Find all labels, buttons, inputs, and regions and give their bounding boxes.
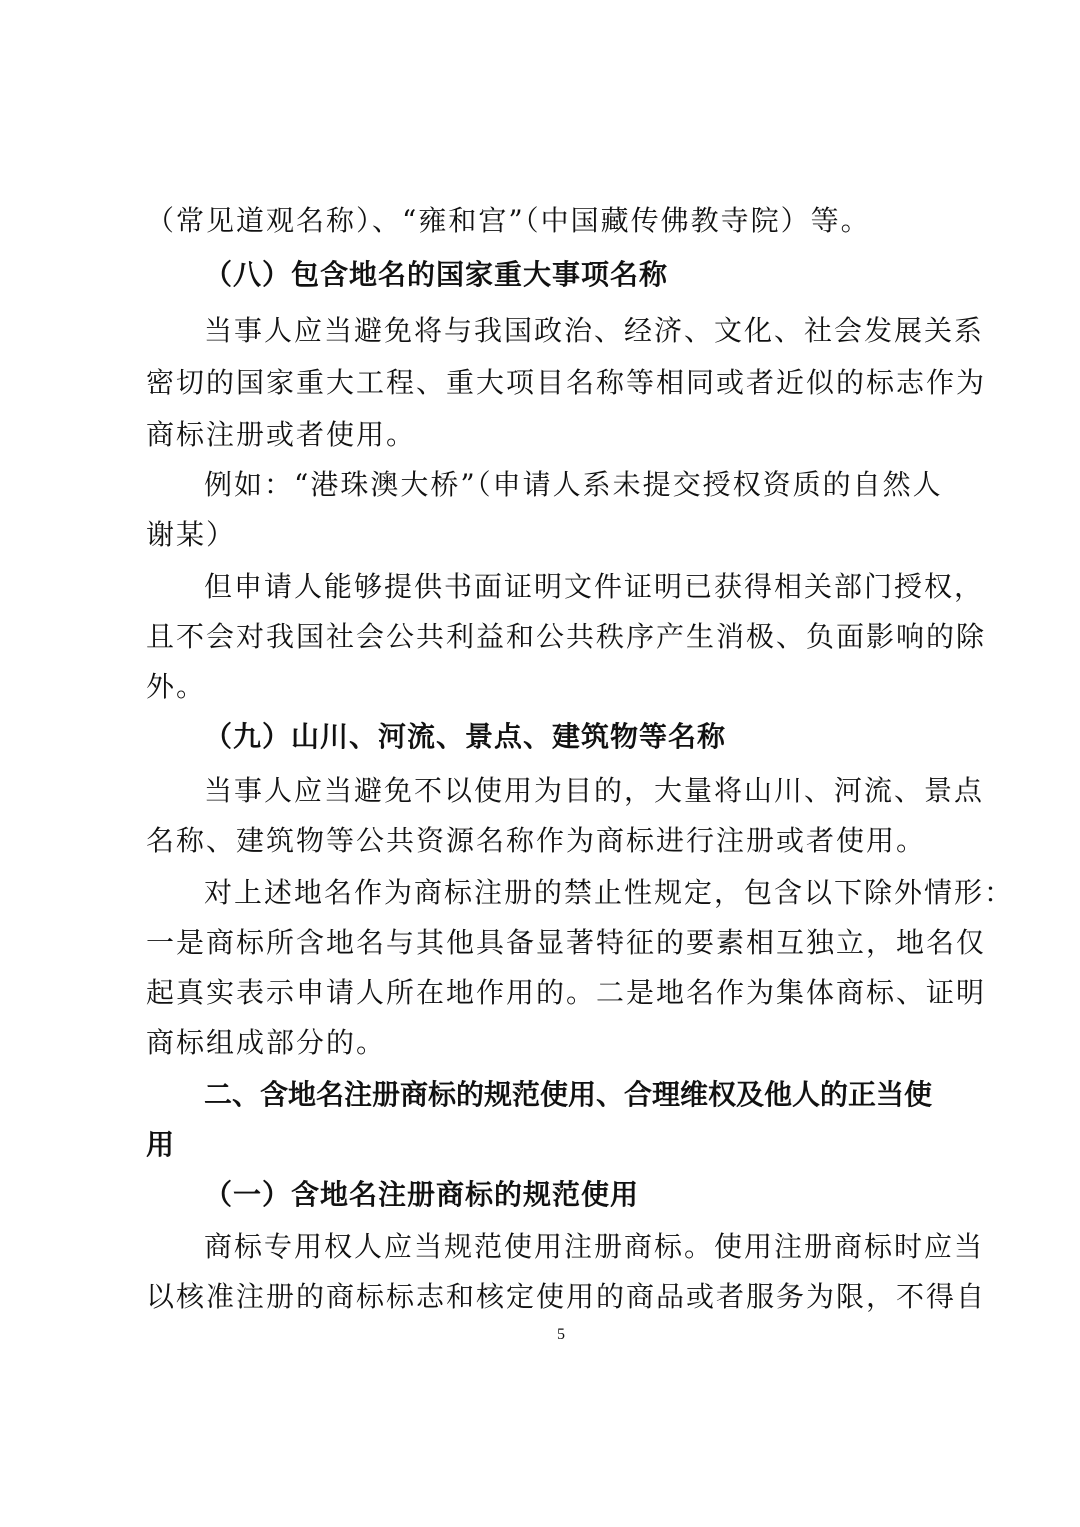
section-heading-9: （九）山川、河流、景点、建筑物等名称 [204,720,727,753]
paragraph-line: 当事人应当避免不以使用为目的，大量将山川、河流、景点 [204,774,985,807]
paragraph-line: 起真实表示申请人所在地作用的。二是地名作为集体商标、证明 [146,976,987,1009]
paragraph-line: 外。 [146,670,207,703]
paragraph-line: 商标专用权人应当规范使用注册商标。使用注册商标时应当 [204,1230,985,1263]
paragraph-line: 对上述地名作为商标注册的禁止性规定，包含以下除外情形： [204,876,1015,909]
paragraph-line: （常见道观名称）、“雍和宫”（中国藏传佛教寺院）等。 [146,204,871,237]
section-heading-1: （一）含地名注册商标的规范使用 [204,1178,640,1211]
paragraph-line: 商标组成部分的。 [146,1026,387,1059]
paragraph-line: 商标注册或者使用。 [146,418,417,451]
paragraph-line: 但申请人能够提供书面证明文件证明已获得相关部门授权， [204,570,985,603]
section-heading-8: （八）包含地名的国家重大事项名称 [204,258,669,291]
paragraph-line: 谢某） [146,518,237,551]
paragraph-line: 当事人应当避免将与我国政治、经济、文化、社会发展关系 [204,314,985,347]
chapter-heading-2-cont: 用 [146,1128,175,1161]
page-number: 5 [557,1326,565,1343]
chapter-heading-2: 二、含地名注册商标的规范使用、合理维权及他人的正当使 [204,1078,933,1111]
paragraph-line: 例如：“港珠澳大桥”（申请人系未提交授权资质的自然人 [204,468,943,501]
paragraph-line: 名称、建筑物等公共资源名称作为商标进行注册或者使用。 [146,824,927,857]
paragraph-line: 且不会对我国社会公共利益和公共秩序产生消极、负面影响的除 [146,620,987,653]
paragraph-line: 一是商标所含地名与其他具备显著特征的要素相互独立，地名仅 [146,926,987,959]
paragraph-line: 以核准注册的商标标志和核定使用的商品或者服务为限，不得自 [146,1280,987,1313]
paragraph-line: 密切的国家重大工程、重大项目名称等相同或者近似的标志作为 [146,366,987,399]
